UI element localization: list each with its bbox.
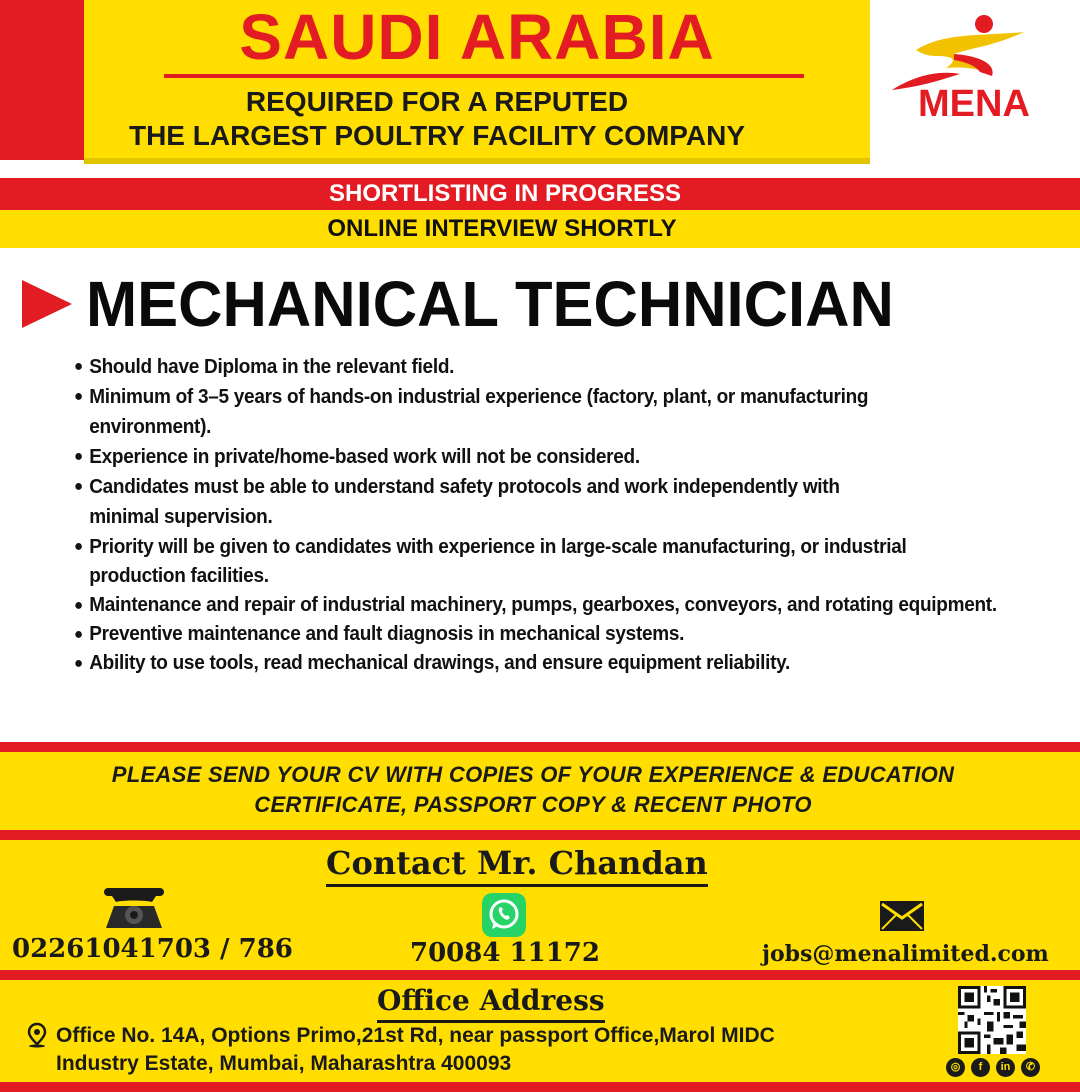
job-title: MECHANICAL TECHNICIAN (86, 268, 894, 340)
address-top-stripe (0, 970, 1080, 980)
header-subtitle-line2: THE LARGEST POULTRY FACILITY COMPANY (128, 120, 746, 151)
cv-instructions-line1: PLEASE SEND YOUR CV WITH COPIES OF YOUR EXPERIENCE & EDUCATION (111, 762, 955, 787)
email-address[interactable]: jobs@menalimited.com (762, 941, 1049, 967)
bullet-icon: ● (74, 358, 83, 375)
qr-code[interactable] (958, 986, 1026, 1054)
telephone-icon (98, 884, 170, 932)
requirement-item: ● Candidates must be able to understand safety protocols and work independently with (74, 472, 1015, 502)
bullet-icon: ● (74, 655, 83, 672)
bullet-icon: ● (74, 388, 83, 405)
address-line1: Office No. 14A, Options Primo,21st Rd, near passport Office,Marol MIDC (56, 1024, 775, 1047)
requirement-item: ● Maintenance and repair of industrial machinery, pumps, gearboxes, conveyors, and rotating equipment. (74, 591, 1015, 620)
bullet-icon: ● (74, 478, 83, 495)
requirement-item: ● Priority will be given to candidates with experience in large-scale manufacturing, or industrial (74, 532, 1015, 562)
instagram-icon[interactable]: ◎ (946, 1058, 965, 1077)
address-bottom-stripe (0, 1082, 1080, 1092)
phone-number[interactable]: 02261041703 / 786 (12, 934, 293, 964)
contact-title: Contact Mr. Chandan (326, 842, 708, 887)
bullet-icon: ● (74, 626, 83, 643)
cv-instructions (0, 760, 1066, 820)
mena-logo-text: MENA (918, 83, 1030, 125)
bullet-icon: ● (74, 538, 83, 555)
location-pin-icon (26, 1022, 48, 1048)
envelope-icon[interactable] (879, 900, 925, 932)
bullet-icon: ● (74, 597, 83, 614)
cv-banner-bottom-stripe (0, 830, 1080, 840)
whatsapp-small-icon[interactable]: ✆ (1021, 1058, 1040, 1077)
header-subtitle-line1: REQUIRED FOR A REPUTED (245, 86, 629, 117)
requirement-item: ● Experience in private/home-based work will not be considered. (74, 442, 1015, 472)
requirement-item: ● Should have Diploma in the relevant field. (74, 352, 1015, 382)
status-shortlisting: SHORTLISTING IN PROGRESS (328, 180, 682, 207)
play-arrow-icon (22, 280, 72, 328)
requirement-item-continued: production facilities. (89, 565, 269, 587)
whatsapp-number[interactable]: 70084 11172 (410, 938, 600, 968)
cv-instructions-line2: CERTIFICATE, PASSPORT COPY & RECENT PHOTO (254, 792, 812, 817)
country-underline (164, 74, 804, 78)
address-line2: Industry Estate, Mumbai, Maharashtra 400093 (56, 1052, 512, 1075)
whatsapp-icon[interactable] (482, 893, 526, 937)
social-icons (946, 1058, 1046, 1078)
requirement-item-continued: minimal supervision. (89, 506, 273, 528)
bullet-icon: ● (74, 448, 83, 465)
requirement-item: ● Ability to use tools, read mechanical drawings, and ensure equipment reliability. (74, 649, 1015, 678)
cv-banner-top-stripe (0, 742, 1080, 752)
linkedin-icon[interactable]: in (996, 1058, 1015, 1077)
header-panel-shadow (84, 158, 870, 164)
facebook-icon[interactable]: f (971, 1058, 990, 1077)
requirement-item: ● Preventive maintenance and fault diagnosis in mechanical systems. (74, 620, 1015, 649)
country-heading: SAUDI ARABIA (239, 1, 715, 73)
header (0, 0, 1080, 178)
address-title: Office Address (377, 982, 605, 1023)
status-online-interview: ONLINE INTERVIEW SHORTLY (327, 215, 677, 242)
requirements-list (74, 352, 1064, 678)
requirement-item: ● Minimum of 3–5 years of hands-on industrial experience (factory, plant, or manufacturing (74, 382, 1015, 412)
requirement-item-continued: environment). (89, 416, 212, 438)
